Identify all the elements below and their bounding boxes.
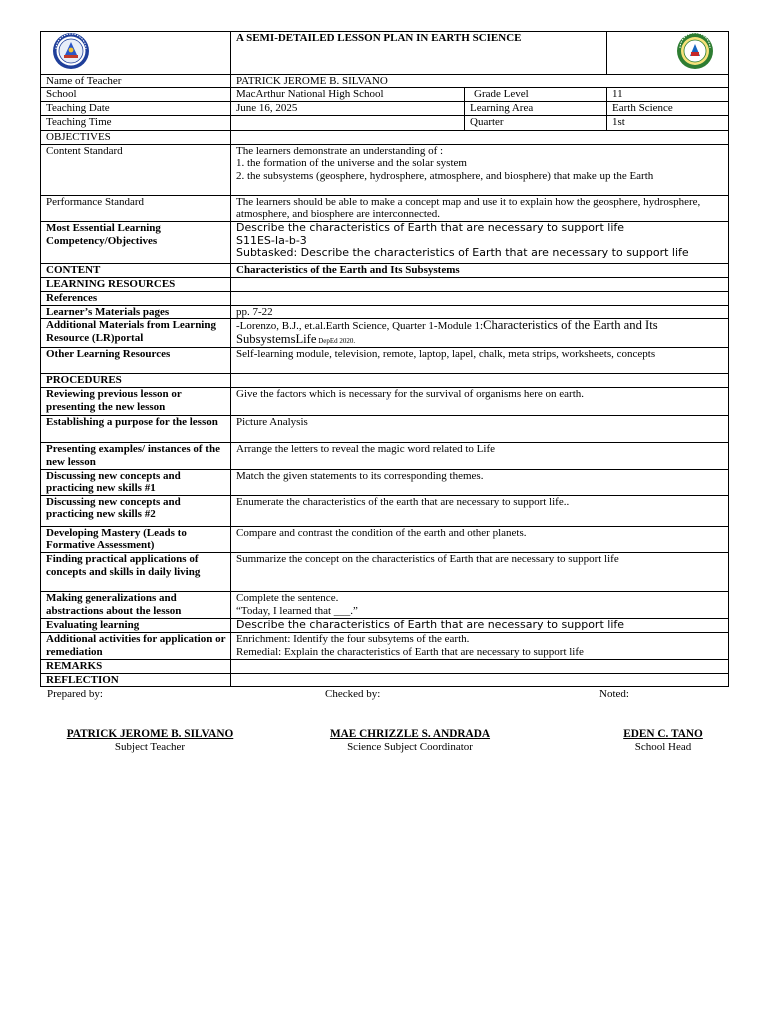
reflection-row: [41, 673, 729, 687]
melc-label: Most Essential Learning Competency/Objectives: [41, 221, 231, 263]
quarter-value: 1st: [607, 116, 729, 131]
procedure-value-line: [236, 646, 724, 659]
procedure-value: Compare and contrast the condition of the earth and other planets.: [231, 526, 729, 552]
procedure-value: Summarize the concept on the characteristics of Earth that are necessary to support life: [231, 552, 729, 591]
objectives-heading-row: [41, 131, 729, 145]
melc-line: Describe the characteristics of Earth that are necessary to support life: [236, 221, 625, 234]
time-row: [41, 116, 729, 131]
references-value: [231, 291, 729, 305]
lm-row: [41, 305, 729, 319]
procedure-value: Give the factors which is necessary for the survival of organisms here on earth.: [231, 388, 729, 416]
procedure-row: [41, 443, 729, 469]
school-label: School: [41, 88, 231, 102]
noted-name: EDEN C. TANO: [623, 728, 703, 740]
procedure-row: [41, 388, 729, 416]
melc-subtask: Subtasked: Describe the characteristics of Earth that are necessary to support life: [236, 246, 689, 260]
procedure-label: Evaluating learning: [41, 618, 231, 632]
content-standard-value: [231, 144, 729, 195]
content-standard-row: [41, 144, 729, 195]
procedure-value: Describe the characteristics of Earth that are necessary to support life: [231, 618, 729, 632]
resources-heading: LEARNING RESOURCES: [41, 277, 231, 291]
procedure-value-line: Complete the sentence.: [236, 591, 339, 604]
procedure-row: [41, 591, 729, 618]
checked-role: Science Subject Coordinator: [347, 741, 473, 753]
lm-label: Learner’s Materials pages: [41, 305, 231, 319]
content-value: Characteristics of the Earth and Its Subsystems: [231, 263, 729, 277]
area-value: Earth Science: [607, 102, 729, 116]
other-resources-row: [41, 348, 729, 374]
content-standard-line: 1. the formation of the universe and the solar system: [236, 157, 467, 170]
procedure-row: [41, 552, 729, 591]
remarks-label: REMARKS: [41, 659, 231, 673]
procedure-label: Presenting examples/ instances of the new lesson: [41, 443, 231, 469]
teacher-value: PATRICK JEROME B. SILVANO: [231, 74, 729, 88]
other-resources-label: Other Learning Resources: [41, 348, 231, 374]
remedial-prefix: Remedial: Explain: [236, 645, 321, 658]
school-value: MacArthur National High School: [231, 88, 465, 102]
checked-signature: [300, 728, 520, 753]
checked-name: MAE CHRIZZLE S. ANDRADA: [329, 728, 491, 740]
content-row: [41, 263, 729, 277]
procedure-value-line: Enrichment: Identify the four subsytems of the earth.: [236, 632, 470, 645]
procedure-row: [41, 469, 729, 495]
references-row: [41, 291, 729, 305]
document-title: A SEMI-DETAILED LESSON PLAN IN EARTH SCIENCE: [231, 32, 607, 75]
objectives-empty: [231, 131, 729, 145]
teacher-row: [41, 74, 729, 88]
prepared-name: PATRICK JEROME B. SILVANO: [66, 728, 234, 740]
time-value: [231, 116, 465, 131]
melc-value: [231, 221, 729, 263]
time-label: Teaching Time: [41, 116, 231, 131]
procedure-value: Arrange the letters to reveal the magic word related to Life: [231, 443, 729, 469]
lesson-plan-table: [40, 31, 729, 687]
procedure-label: Additional activities for application or remediation: [41, 632, 231, 659]
resources-empty: [231, 277, 729, 291]
deped-seal-icon: [46, 32, 231, 70]
teacher-label: Name of Teacher: [41, 74, 231, 88]
objectives-heading: OBJECTIVES: [41, 131, 231, 145]
lr-value: [231, 319, 729, 348]
content-standard-line: The learners demonstrate an understanding of :: [236, 144, 444, 157]
melc-code: S11ES-Ia-b-3: [236, 233, 307, 247]
lm-value: pp. 7-22: [231, 305, 729, 319]
procedure-value-line: “Today, I learned that ___.”: [236, 604, 358, 617]
noted-label: Noted:: [599, 688, 629, 700]
procedure-label: Finding practical applications of concepts and skills in daily living: [41, 552, 231, 591]
noted-role: School Head: [634, 741, 692, 753]
date-value: June 16, 2025: [231, 102, 465, 116]
references-label: References: [41, 291, 231, 305]
remarks-value: [231, 659, 729, 673]
resources-heading-row: [41, 277, 729, 291]
content-standard-label: Content Standard: [41, 144, 231, 195]
procedure-label: Making generalizations and abstractions about the lesson: [41, 591, 231, 618]
reflection-value: [231, 673, 729, 687]
prepared-label: Prepared by:: [47, 688, 103, 700]
performance-standard-row: [41, 195, 729, 221]
checked-label: Checked by:: [325, 688, 381, 700]
reflection-label: REFLECTION: [41, 673, 231, 687]
procedures-heading: PROCEDURES: [41, 374, 231, 388]
procedure-row: [41, 495, 729, 526]
lr-publisher: DepEd 2020.: [316, 336, 356, 345]
lr-module-title: Characteristics of the Earth and Its SubsystemsLife: [236, 318, 658, 346]
header-row: [41, 32, 729, 75]
grade-label: Grade Level: [465, 88, 607, 102]
content-standard-line: 2. the subsystems (geosphere, hydrosphere, atmosphere, and biosphere) that make up the Earth: [236, 169, 654, 182]
area-label: Learning Area: [465, 102, 607, 116]
deped-logo-cell: [41, 32, 231, 75]
prepared-role: Subject Teacher: [114, 741, 186, 753]
procedure-value: Picture Analysis: [231, 416, 729, 443]
procedure-row: [41, 526, 729, 552]
procedure-label: Discussing new concepts and practicing new skills #2: [41, 495, 231, 526]
other-resources-value: Self-learning module, television, remote, laptop, lapel, chalk, meta strips, worksheets, concepts: [231, 348, 729, 374]
procedures-heading-row: [41, 374, 729, 388]
procedure-value: [231, 591, 729, 618]
lr-label: Additional Materials from Learning Resource (LR)portal: [41, 319, 231, 348]
lr-citation: -Lorenzo, B.J., et.al.Earth Science, Quarter 1-Module 1:: [236, 320, 484, 333]
noted-signature: [588, 728, 738, 753]
procedure-label: Developing Mastery (Leads to Formative Assessment): [41, 526, 231, 552]
performance-standard-label: Performance Standard: [41, 195, 231, 221]
procedure-value: Enumerate the characteristics of the earth that are necessary to support life..: [231, 495, 729, 526]
remarks-row: [41, 659, 729, 673]
procedure-value: Match the given statements to its corresponding themes.: [231, 469, 729, 495]
lesson-plan-sheet: [40, 31, 728, 687]
content-label: CONTENT: [41, 263, 231, 277]
procedure-value: [231, 632, 729, 659]
procedure-label: Reviewing previous lesson or presenting the new lesson: [41, 388, 231, 416]
lr-row: [41, 319, 729, 348]
grade-value: 11: [607, 88, 729, 102]
date-row: [41, 102, 729, 116]
procedure-row: [41, 618, 729, 632]
quarter-label: Quarter: [465, 116, 607, 131]
procedure-row: [41, 416, 729, 443]
procedures-empty: [231, 374, 729, 388]
remedial-text: the characteristics of Earth that are necessary to support life: [320, 645, 584, 658]
school-row: [41, 88, 729, 102]
melc-row: [41, 221, 729, 263]
procedure-row: [41, 632, 729, 659]
performance-standard-value: The learners should be able to make a concept map and use it to explain how the geosphere, hydrosphere, atmosphere, and biosphere are interconnected.: [231, 195, 729, 221]
date-label: Teaching Date: [41, 102, 231, 116]
prepared-signature: [40, 728, 260, 753]
procedure-label: Discussing new concepts and practicing new skills #1: [41, 469, 231, 495]
school-logo-cell: [607, 32, 729, 75]
school-seal-icon: [612, 32, 729, 70]
procedure-label: Establishing a purpose for the lesson: [41, 416, 231, 443]
